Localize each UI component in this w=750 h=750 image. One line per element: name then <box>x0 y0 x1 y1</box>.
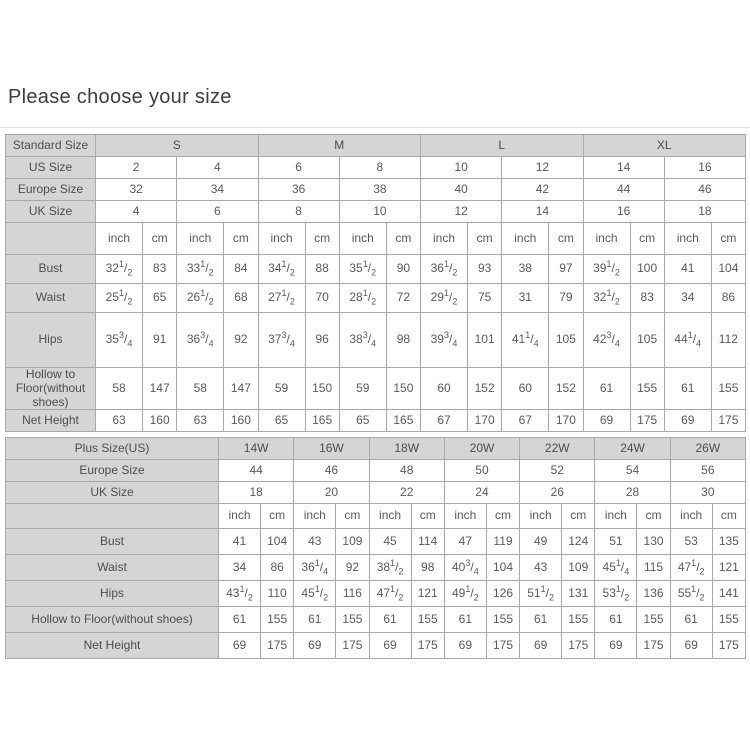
measure-value-cell: $26^1/_2$ <box>177 284 224 313</box>
measure-value-cell: 69 <box>444 633 486 659</box>
measure-value-cell: $35^1/_2$ <box>339 255 386 284</box>
measure-value-cell: 121 <box>712 555 745 581</box>
unit-cell: cm <box>712 504 745 529</box>
unit-cell: inch <box>339 223 386 255</box>
unit-cell: inch <box>258 223 305 255</box>
measure-value-cell: $39^1/_2$ <box>583 255 630 284</box>
measure-value-cell: 51 <box>595 529 637 555</box>
measure-value-cell: 53 <box>670 529 712 555</box>
row-label-cell: Waist <box>6 284 96 313</box>
unit-cell: inch <box>520 504 562 529</box>
measure-value-cell: 150 <box>386 368 420 410</box>
size-group-cell: 14W <box>219 438 294 460</box>
measure-value-cell: 47 <box>444 529 486 555</box>
measure-value-cell: 61 <box>294 607 336 633</box>
measure-value-cell: 98 <box>411 555 444 581</box>
size-value-cell: 2 <box>96 157 177 179</box>
measure-value-cell: 116 <box>336 581 369 607</box>
measure-value-cell: 119 <box>486 529 519 555</box>
measure-value-cell: 70 <box>305 284 339 313</box>
measure-value-cell: 110 <box>261 581 294 607</box>
row-label-cell: Net Height <box>6 633 219 659</box>
row-label-cell: Bust <box>6 255 96 284</box>
measure-value-cell: $45^1/_2$ <box>294 581 336 607</box>
measure-value-cell: 69 <box>294 633 336 659</box>
measure-value-cell: 65 <box>143 284 177 313</box>
corner-label-cell: Plus Size(US) <box>6 438 219 460</box>
measure-value-cell: $28^1/_2$ <box>339 284 386 313</box>
measure-value-cell: 41 <box>664 255 711 284</box>
measure-value-cell: 60 <box>421 368 468 410</box>
unit-cell: inch <box>444 504 486 529</box>
measure-value-cell: 86 <box>261 555 294 581</box>
measure-value-cell: $36^3/_4$ <box>177 313 224 368</box>
measure-value-cell: 61 <box>520 607 562 633</box>
row-label-cell: UK Size <box>6 482 219 504</box>
measure-value-cell: 69 <box>520 633 562 659</box>
measure-value-cell: 104 <box>486 555 519 581</box>
measure-value-cell: $38^3/_4$ <box>339 313 386 368</box>
row-label-cell: Waist <box>6 555 219 581</box>
measure-value-cell: 100 <box>630 255 664 284</box>
measure-value-cell: 115 <box>637 555 670 581</box>
size-value-cell: 14 <box>583 157 664 179</box>
size-value-cell: 48 <box>369 460 444 482</box>
row-label-cell: US Size <box>6 157 96 179</box>
unit-cell: inch <box>219 504 261 529</box>
group-header-row <box>6 135 746 157</box>
measure-value-cell: 175 <box>712 633 745 659</box>
size-value-cell: 8 <box>339 157 420 179</box>
measure-value-cell: 175 <box>562 633 595 659</box>
size-value-cell: 6 <box>258 157 339 179</box>
measure-value-cell: 150 <box>305 368 339 410</box>
unit-cell: cm <box>261 504 294 529</box>
size-value-cell: 10 <box>421 157 502 179</box>
measure-value-cell: 67 <box>421 410 468 432</box>
unit-cell: inch <box>369 504 411 529</box>
size-value-cell: 46 <box>294 460 369 482</box>
measure-value-cell: 141 <box>712 581 745 607</box>
unit-cell: cm <box>224 223 258 255</box>
size-value-cell: 34 <box>177 179 258 201</box>
group-header-row <box>6 438 746 460</box>
measure-value-cell: 147 <box>143 368 177 410</box>
unit-cell: cm <box>562 504 595 529</box>
measure-value-cell: 90 <box>386 255 420 284</box>
measure-value-cell: 61 <box>664 368 711 410</box>
measure-value-cell: 96 <box>305 313 339 368</box>
measure-value-cell: 130 <box>637 529 670 555</box>
measure-value-cell: 61 <box>595 607 637 633</box>
size-value-cell: 44 <box>219 460 294 482</box>
size-group-cell: 22W <box>520 438 595 460</box>
measure-value-cell: 69 <box>664 410 711 432</box>
measure-value-cell: 61 <box>219 607 261 633</box>
size-row <box>6 201 746 223</box>
row-label-cell: Net Height <box>6 410 96 432</box>
measure-value-cell: 155 <box>562 607 595 633</box>
unit-cell: inch <box>595 504 637 529</box>
measure-value-cell: 61 <box>369 607 411 633</box>
measure-value-cell: $47^1/_2$ <box>670 555 712 581</box>
measure-value-cell: 86 <box>711 284 745 313</box>
row-label-cell: UK Size <box>6 201 96 223</box>
measure-value-cell: $32^1/_2$ <box>96 255 143 284</box>
measure-value-cell: 75 <box>468 284 502 313</box>
measure-value-cell: 155 <box>637 607 670 633</box>
unit-cell: cm <box>486 504 519 529</box>
measure-value-cell: 41 <box>219 529 261 555</box>
unit-cell: inch <box>294 504 336 529</box>
page-title: Please choose your size <box>8 86 232 108</box>
size-group-cell: 24W <box>595 438 670 460</box>
unit-cell: inch <box>502 223 549 255</box>
measure-value-cell: 83 <box>630 284 664 313</box>
measure-value-cell: $34^1/_2$ <box>258 255 305 284</box>
measure-value-cell: 131 <box>562 581 595 607</box>
measure-value-cell: 152 <box>468 368 502 410</box>
measure-value-cell: 170 <box>468 410 502 432</box>
size-value-cell: 4 <box>96 201 177 223</box>
measure-value-cell: 34 <box>664 284 711 313</box>
measure-value-cell: 160 <box>143 410 177 432</box>
size-value-cell: 12 <box>421 201 502 223</box>
measure-value-cell: 155 <box>711 368 745 410</box>
measure-value-cell: 155 <box>630 368 664 410</box>
measure-value-cell: 60 <box>502 368 549 410</box>
row-label-cell <box>6 504 219 529</box>
size-row <box>6 179 746 201</box>
measure-value-cell: 155 <box>261 607 294 633</box>
corner-label-cell: Standard Size <box>6 135 96 157</box>
measure-value-cell: 121 <box>411 581 444 607</box>
size-group-cell: 18W <box>369 438 444 460</box>
size-group-cell: L <box>421 135 584 157</box>
size-group-cell: S <box>96 135 259 157</box>
measure-value-cell: 135 <box>712 529 745 555</box>
measure-value-cell: 112 <box>711 313 745 368</box>
size-value-cell: 24 <box>444 482 519 504</box>
size-row <box>6 482 746 504</box>
plus-size-table <box>5 437 746 659</box>
measure-value-cell: $27^1/_2$ <box>258 284 305 313</box>
measure-value-cell: 45 <box>369 529 411 555</box>
measure-value-cell: 69 <box>670 633 712 659</box>
size-value-cell: 46 <box>664 179 745 201</box>
measure-value-cell: 175 <box>630 410 664 432</box>
unit-cell: cm <box>711 223 745 255</box>
size-value-cell: 8 <box>258 201 339 223</box>
unit-cell: inch <box>177 223 224 255</box>
size-group-cell: M <box>258 135 421 157</box>
unit-cell: cm <box>305 223 339 255</box>
measure-value-cell: 155 <box>411 607 444 633</box>
measure-value-cell: $40^3/_4$ <box>444 555 486 581</box>
measure-value-cell: 63 <box>177 410 224 432</box>
unit-cell: inch <box>670 504 712 529</box>
measure-value-cell: 69 <box>369 633 411 659</box>
measure-value-cell: 68 <box>224 284 258 313</box>
measure-row <box>6 633 746 659</box>
measure-value-cell: 67 <box>502 410 549 432</box>
measure-value-cell: 69 <box>583 410 630 432</box>
size-row <box>6 157 746 179</box>
measure-value-cell: 105 <box>549 313 583 368</box>
size-value-cell: 12 <box>502 157 583 179</box>
size-value-cell: 54 <box>595 460 670 482</box>
measure-value-cell: 175 <box>336 633 369 659</box>
measure-value-cell: 175 <box>261 633 294 659</box>
size-value-cell: 52 <box>520 460 595 482</box>
size-value-cell: 56 <box>670 460 745 482</box>
measure-value-cell: 34 <box>219 555 261 581</box>
measure-value-cell: 61 <box>444 607 486 633</box>
standard-size-table <box>5 134 746 432</box>
unit-cell: cm <box>630 223 664 255</box>
measure-value-cell: 104 <box>261 529 294 555</box>
size-value-cell: 40 <box>421 179 502 201</box>
measure-value-cell: $37^3/_4$ <box>258 313 305 368</box>
measure-value-cell: $45^1/_4$ <box>595 555 637 581</box>
measure-value-cell: 152 <box>549 368 583 410</box>
unit-cell: cm <box>336 504 369 529</box>
size-value-cell: 44 <box>583 179 664 201</box>
measure-value-cell: 43 <box>294 529 336 555</box>
measure-value-cell: $38^1/_2$ <box>369 555 411 581</box>
measure-value-cell: 61 <box>670 607 712 633</box>
measure-value-cell: 155 <box>712 607 745 633</box>
measure-value-cell: 58 <box>177 368 224 410</box>
measure-value-cell: 79 <box>549 284 583 313</box>
size-value-cell: 28 <box>595 482 670 504</box>
unit-cell: inch <box>583 223 630 255</box>
measure-value-cell: 88 <box>305 255 339 284</box>
size-value-cell: 30 <box>670 482 745 504</box>
size-value-cell: 22 <box>369 482 444 504</box>
measure-value-cell: 59 <box>258 368 305 410</box>
measure-value-cell: 97 <box>549 255 583 284</box>
measure-value-cell: $53^1/_2$ <box>595 581 637 607</box>
row-label-cell: Hips <box>6 313 96 368</box>
size-value-cell: 50 <box>444 460 519 482</box>
measure-value-cell: 126 <box>486 581 519 607</box>
measure-row <box>6 410 746 432</box>
measure-value-cell: 43 <box>520 555 562 581</box>
unit-cell: inch <box>421 223 468 255</box>
measure-value-cell: $33^1/_2$ <box>177 255 224 284</box>
size-value-cell: 26 <box>520 482 595 504</box>
measure-value-cell: 175 <box>486 633 519 659</box>
measure-value-cell: 59 <box>339 368 386 410</box>
measure-value-cell: 104 <box>711 255 745 284</box>
measure-value-cell: 91 <box>143 313 177 368</box>
unit-cell: cm <box>386 223 420 255</box>
measure-value-cell: 69 <box>219 633 261 659</box>
measure-value-cell: $29^1/_2$ <box>421 284 468 313</box>
measure-row <box>6 284 746 313</box>
measure-value-cell: 92 <box>336 555 369 581</box>
measure-value-cell: $49^1/_2$ <box>444 581 486 607</box>
size-value-cell: 18 <box>219 482 294 504</box>
size-value-cell: 20 <box>294 482 369 504</box>
measure-value-cell: 84 <box>224 255 258 284</box>
measure-value-cell: $32^1/_2$ <box>583 284 630 313</box>
measure-row <box>6 581 746 607</box>
measure-value-cell: 109 <box>336 529 369 555</box>
size-group-cell: XL <box>583 135 746 157</box>
measure-value-cell: 124 <box>562 529 595 555</box>
unit-cell: cm <box>411 504 444 529</box>
measure-value-cell: 165 <box>386 410 420 432</box>
measure-row <box>6 607 746 633</box>
unit-cell: cm <box>637 504 670 529</box>
measure-value-cell: 160 <box>224 410 258 432</box>
size-group-cell: 26W <box>670 438 745 460</box>
measure-value-cell: 109 <box>562 555 595 581</box>
size-value-cell: 4 <box>177 157 258 179</box>
size-value-cell: 6 <box>177 201 258 223</box>
measure-value-cell: 105 <box>630 313 664 368</box>
measure-value-cell: $51^1/_2$ <box>520 581 562 607</box>
row-label-cell: Europe Size <box>6 460 219 482</box>
row-label-cell: Hollow to Floor(without shoes) <box>6 368 96 410</box>
unit-cell: cm <box>468 223 502 255</box>
size-value-cell: 18 <box>664 201 745 223</box>
measure-value-cell: 31 <box>502 284 549 313</box>
measure-value-cell: $36^1/_2$ <box>421 255 468 284</box>
unit-cell: inch <box>664 223 711 255</box>
measure-value-cell: $42^3/_4$ <box>583 313 630 368</box>
size-value-cell: 16 <box>664 157 745 179</box>
measure-value-cell: 155 <box>486 607 519 633</box>
measure-value-cell: 49 <box>520 529 562 555</box>
measure-row <box>6 255 746 284</box>
size-group-cell: 16W <box>294 438 369 460</box>
measure-value-cell: 147 <box>224 368 258 410</box>
measure-value-cell: $35^3/_4$ <box>96 313 143 368</box>
unit-row <box>6 223 746 255</box>
measure-value-cell: 83 <box>143 255 177 284</box>
measure-value-cell: $47^1/_2$ <box>369 581 411 607</box>
size-value-cell: 32 <box>96 179 177 201</box>
row-label-cell: Bust <box>6 529 219 555</box>
measure-row <box>6 555 746 581</box>
measure-value-cell: 175 <box>411 633 444 659</box>
size-row <box>6 460 746 482</box>
measure-value-cell: 72 <box>386 284 420 313</box>
measure-value-cell: $36^1/_4$ <box>294 555 336 581</box>
measure-value-cell: 175 <box>711 410 745 432</box>
measure-row <box>6 529 746 555</box>
row-label-cell: Europe Size <box>6 179 96 201</box>
size-value-cell: 36 <box>258 179 339 201</box>
unit-cell: cm <box>143 223 177 255</box>
measure-value-cell: $43^1/_2$ <box>219 581 261 607</box>
size-value-cell: 10 <box>339 201 420 223</box>
size-value-cell: 42 <box>502 179 583 201</box>
measure-value-cell: 93 <box>468 255 502 284</box>
measure-row <box>6 368 746 410</box>
measure-value-cell: 155 <box>336 607 369 633</box>
unit-row <box>6 504 746 529</box>
measure-value-cell: 69 <box>595 633 637 659</box>
size-value-cell: 38 <box>339 179 420 201</box>
measure-value-cell: 165 <box>305 410 339 432</box>
measure-value-cell: 98 <box>386 313 420 368</box>
row-label-cell <box>6 223 96 255</box>
measure-value-cell: 38 <box>502 255 549 284</box>
measure-value-cell: 114 <box>411 529 444 555</box>
measure-value-cell: 58 <box>96 368 143 410</box>
measure-value-cell: 92 <box>224 313 258 368</box>
size-group-cell: 20W <box>444 438 519 460</box>
measure-value-cell: 61 <box>583 368 630 410</box>
row-label-cell: Hips <box>6 581 219 607</box>
measure-value-cell: 136 <box>637 581 670 607</box>
measure-value-cell: $41^1/_4$ <box>502 313 549 368</box>
measure-value-cell: $55^1/_2$ <box>670 581 712 607</box>
title-divider <box>0 127 750 128</box>
measure-value-cell: 65 <box>258 410 305 432</box>
size-value-cell: 14 <box>502 201 583 223</box>
measure-value-cell: 175 <box>637 633 670 659</box>
measure-value-cell: $39^3/_4$ <box>421 313 468 368</box>
unit-cell: inch <box>96 223 143 255</box>
measure-row <box>6 313 746 368</box>
unit-cell: cm <box>549 223 583 255</box>
measure-value-cell: 170 <box>549 410 583 432</box>
size-value-cell: 16 <box>583 201 664 223</box>
measure-value-cell: 65 <box>339 410 386 432</box>
row-label-cell: Hollow to Floor(without shoes) <box>6 607 219 633</box>
measure-value-cell: $44^1/_4$ <box>664 313 711 368</box>
measure-value-cell: 101 <box>468 313 502 368</box>
measure-value-cell: $25^1/_2$ <box>96 284 143 313</box>
measure-value-cell: 63 <box>96 410 143 432</box>
